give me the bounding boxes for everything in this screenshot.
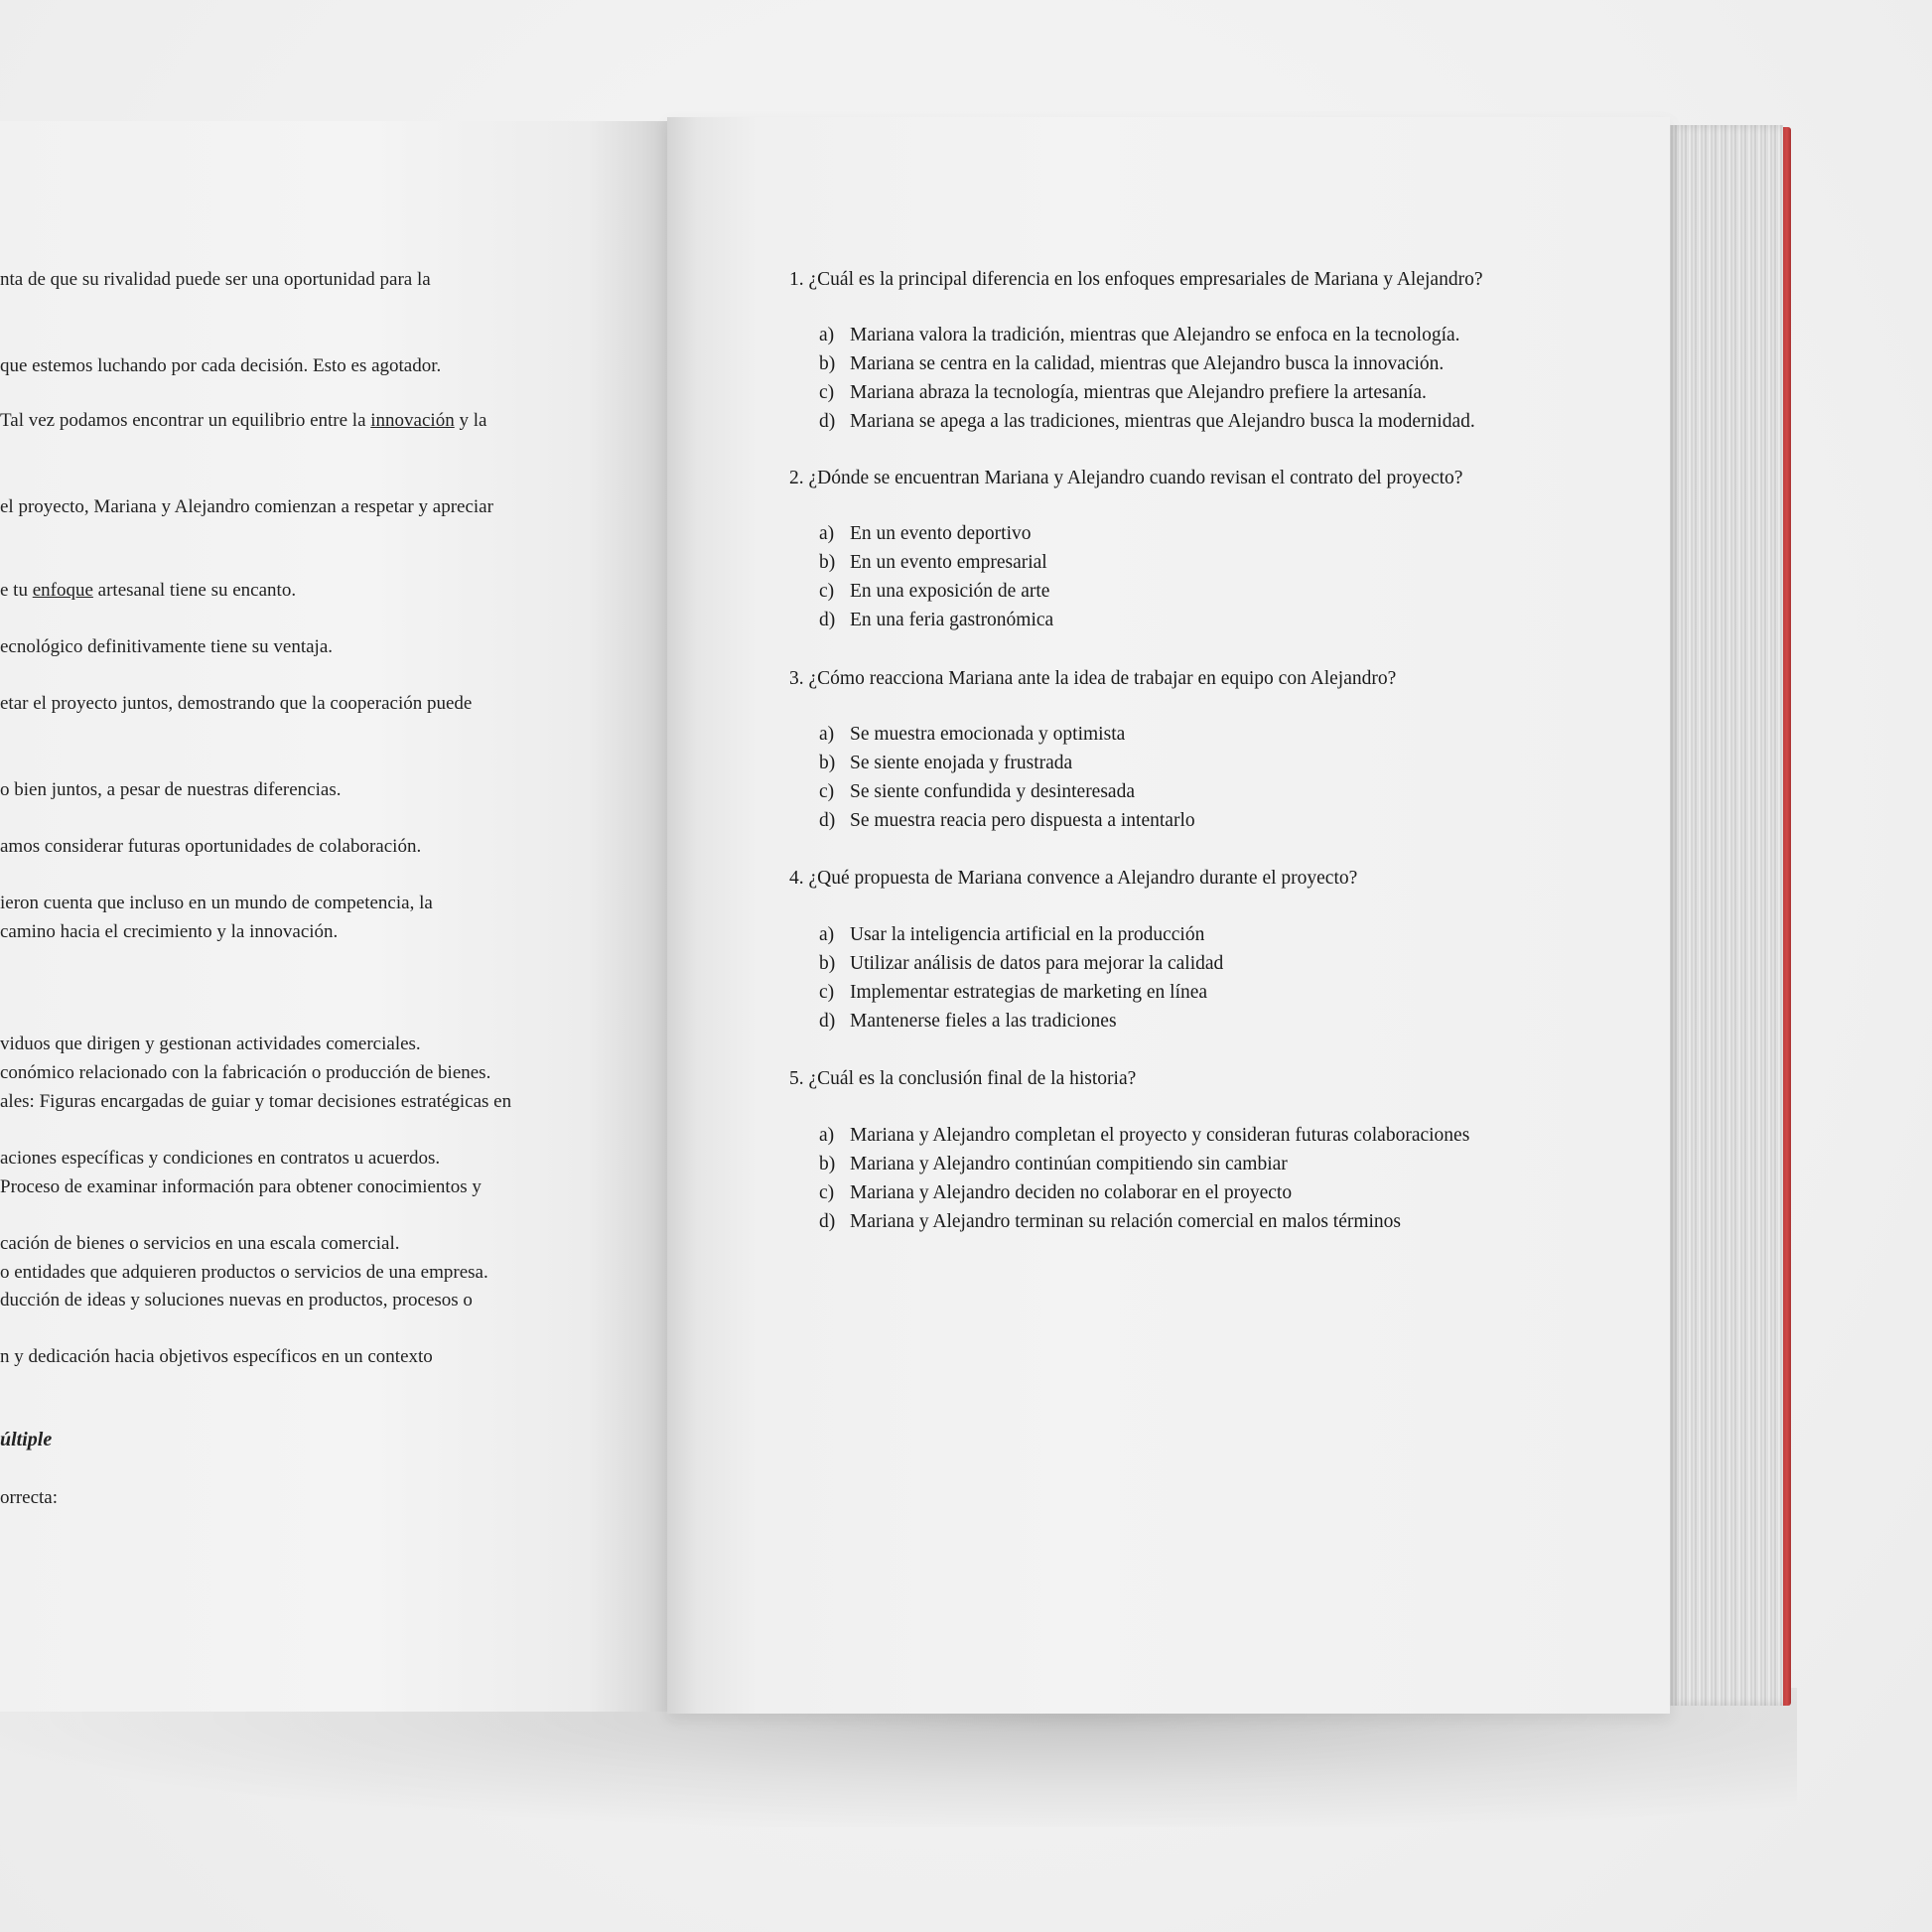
right-page: 1. ¿Cuál es la principal diferencia en los enfoques empresariales de Mariana y Alejandro? a) Mariana valora la tradición, mientras que Alejandro se enfoca en la tecnología. b) Mariana se centra en la calidad, mientras que Alejandro busca la innovación. c) Mariana abraza la tecnología, mientras que Alejandro prefiere la artesanía. d) Mariana se apega a las tradiciones, mientras que Alejandro busca la modernidad. 2. ¿Dónde se encuentran Mariana y Alejandro cuando revisan el contrato del proyecto? a) En un evento deportivo b) En un evento empresarial c) En una exposición de arte d) En una feria gastronómica 3. ¿Cómo reacciona Mariana ante la idea de trabajar en equipo con Alejandro? a) Se muestra emocionada y optimista b) Se siente enojada y frustrada c) Se siente confundida y desinteresada d) Se muestra reacia pero dispuesta a intentarlo 4. ¿Qué propuesta de Mariana convence a Alejandro durante el proyecto? a) Usar la inteligencia artificial en la producción b) Utilizar análisis de datos para mejorar la calidad c) Implementar estrategias de marketing en línea d) Mantenerse fieles a las tradiciones 5. ¿Cuál es la conclusión final de la historia? a) Mariana y Alejandro completan el proyecto y consideran futuras colaboraciones b) Mariana y Alejandro continúan compitiendo sin cambiar c) Mariana y Alejandro deciden no colaborar en el proyecto d) Mariana y Alejandro terminan su relación comercial en malos términos	[667, 117, 1670, 1714]
left-line: que estemos luchando por cada decisión. Esto es agotador.	[0, 355, 442, 376]
question-5: 5. ¿Cuál es la conclusión final de la historia?	[789, 1068, 1137, 1089]
left-line: orrecta:	[0, 1487, 59, 1508]
left-line: ieron cuenta que incluso en un mundo de competencia, la	[0, 893, 433, 913]
question-2: 2. ¿Dónde se encuentran Mariana y Alejandro cuando revisan el contrato del proyecto?	[789, 468, 1463, 488]
page-stack	[1668, 125, 1783, 1706]
left-line: Proceso de examinar información para obtener conocimientos y	[0, 1176, 482, 1197]
underlined-term: enfoque	[32, 580, 93, 601]
left-line: ales: Figuras encargadas de guiar y tomar decisiones estratégicas en	[0, 1091, 512, 1112]
left-line: Tal vez podamos encontrar un equilibrio entre la innovación y la	[0, 410, 487, 431]
question-1: 1. ¿Cuál es la principal diferencia en los enfoques empresariales de Mariana y Alejandro?	[789, 269, 1483, 290]
left-line: o bien juntos, a pesar de nuestras diferencias.	[0, 779, 342, 800]
left-line: nta de que su rivalidad puede ser una oportunidad para la	[0, 269, 431, 290]
left-line: cación de bienes o servicios en una escala comercial.	[0, 1233, 400, 1254]
left-line: conómico relacionado con la fabricación o producción de bienes.	[0, 1062, 491, 1083]
left-page	[0, 121, 667, 1712]
left-line: n y dedicación hacia objetivos específicos en un contexto	[0, 1346, 433, 1367]
question-4: 4. ¿Qué propuesta de Mariana convence a Alejandro durante el proyecto?	[789, 868, 1358, 889]
left-line: ducción de ideas y soluciones nuevas en productos, procesos o	[0, 1290, 473, 1311]
open-book	[0, 117, 1797, 1718]
underlined-term: innovación	[370, 410, 455, 431]
section-heading: últiple	[0, 1429, 53, 1450]
question-3: 3. ¿Cómo reacciona Mariana ante la idea de trabajar en equipo con Alejandro?	[789, 668, 1397, 689]
left-line: o entidades que adquieren productos o servicios de una empresa.	[0, 1262, 488, 1283]
left-line: ecnológico definitivamente tiene su ventaja.	[0, 636, 334, 657]
left-line: aciones específicas y condiciones en contratos u acuerdos.	[0, 1148, 441, 1169]
left-line: el proyecto, Mariana y Alejandro comienzan a respetar y apreciar	[0, 496, 493, 517]
left-line: etar el proyecto juntos, demostrando que la cooperación puede	[0, 693, 473, 714]
left-line: amos considerar futuras oportunidades de colaboración.	[0, 836, 422, 857]
left-line: camino hacia el crecimiento y la innovación.	[0, 921, 339, 942]
left-line: e tu enfoque artesanal tiene su encanto.	[0, 580, 297, 601]
left-line: viduos que dirigen y gestionan actividades comerciales.	[0, 1034, 421, 1054]
